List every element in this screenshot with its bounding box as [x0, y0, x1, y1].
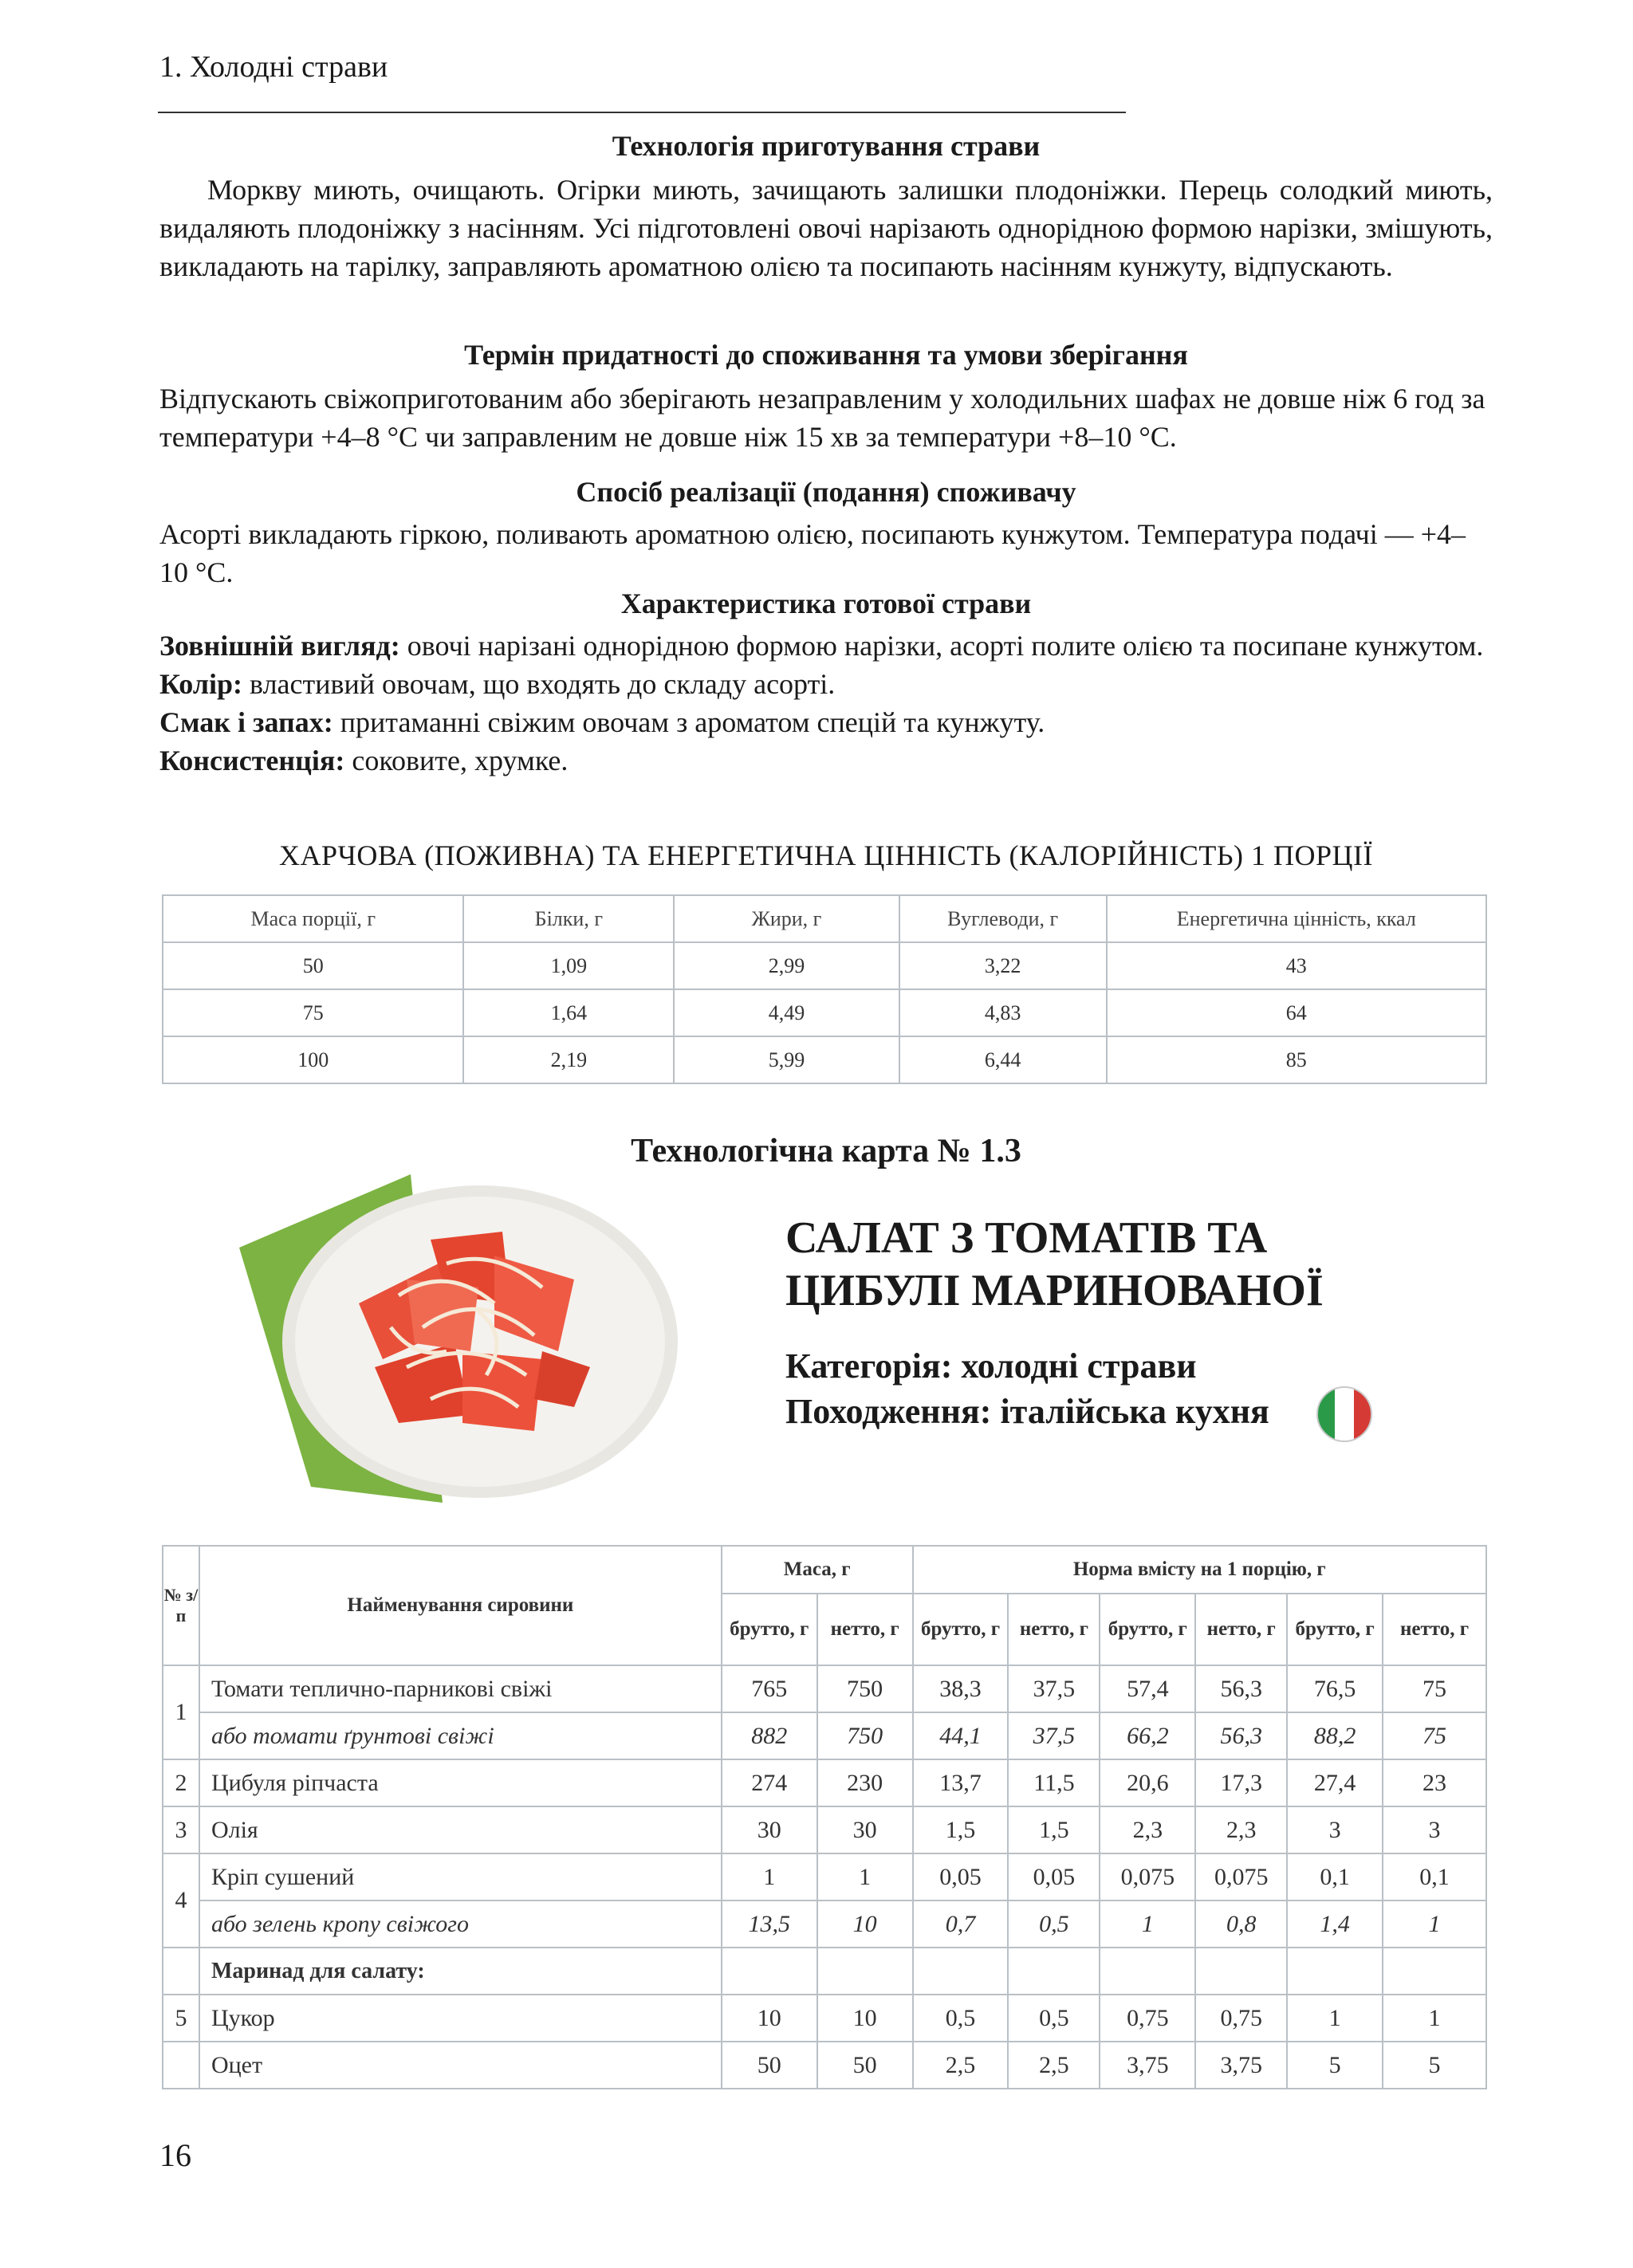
table-cell: 0,1: [1383, 1853, 1486, 1900]
table-row: [163, 1948, 1486, 1995]
table-cell: 4,49: [674, 989, 899, 1036]
table-cell: 85: [1107, 1036, 1486, 1083]
table-cell: 4,83: [899, 989, 1107, 1036]
table-cell: 75: [1383, 1665, 1486, 1712]
ingredient-name: Цукор: [199, 1995, 722, 2042]
row-number: 2: [163, 1759, 199, 1806]
table-cell: 1: [1287, 1995, 1383, 2042]
table-cell: 1,64: [463, 989, 674, 1036]
table-cell: 30: [817, 1806, 913, 1853]
table-cell: 75: [1383, 1712, 1486, 1759]
ingredient-name: або зелень кропу свіжого: [199, 1900, 722, 1948]
nutrition-header-row: [163, 895, 1486, 942]
prep-text: Моркву миють, очищають. Огірки миють, зачищають залишки плодоніжки. Перець солодкий миють, видаляють плодоніжку з насінням. Усі підготовлені овочі нарізають однорідною формою нарізки, змішують, викладають на тарілку, заправляють ароматною олією та посипають насінням кунжуту, відпускають.: [159, 174, 1493, 282]
table-cell: 1,09: [463, 942, 674, 989]
running-header: 1. Холодні страви: [159, 50, 388, 84]
table-cell: 0,05: [913, 1853, 1009, 1900]
table-cell: 1,5: [913, 1806, 1009, 1853]
table-cell: 6,44: [899, 1036, 1107, 1083]
table-cell: 0,5: [1008, 1995, 1100, 2042]
table-row: [163, 1665, 1486, 1712]
sub-header: брутто, г: [1287, 1594, 1383, 1665]
col-name-header: Найменування сировини: [199, 1546, 722, 1665]
sub-header: брутто, г: [1100, 1594, 1195, 1665]
table-cell: 100: [163, 1036, 463, 1083]
table-row: [163, 989, 1486, 1036]
storage-text: Відпускають свіжоприготованим або зберігають незаправленим у холодильних шафах не довше ніж 6 год за температури +4–8 °С чи заправленим не довше ніж 15 хв за температури +8–10 °С.: [159, 383, 1485, 453]
table-row: [163, 1712, 1486, 1759]
recipe-table: [162, 1545, 1487, 2089]
table-cell: 750: [817, 1712, 913, 1759]
char-taste: Смак і запах: притаманні свіжим овочам з ароматом спецій та кунжуту.: [159, 706, 1045, 738]
table-cell: 2,3: [1100, 1806, 1195, 1853]
table-cell: 23: [1383, 1759, 1486, 1806]
sub-header: нетто, г: [817, 1594, 913, 1665]
table-cell: 0,05: [1008, 1853, 1100, 1900]
table-cell: 5: [1383, 2042, 1486, 2089]
table-cell: 0,75: [1100, 1995, 1195, 2042]
header-rule: [158, 112, 1126, 113]
table-cell: 0,075: [1100, 1853, 1195, 1900]
table-row: [163, 1806, 1486, 1853]
table-cell: 3,22: [899, 942, 1107, 989]
ingredient-name: або томати ґрунтові свіжі: [199, 1712, 722, 1759]
dish-category: Категорія: холодні страви: [785, 1346, 1197, 1386]
table-cell: 37,5: [1008, 1712, 1100, 1759]
table-row: [163, 1900, 1486, 1948]
table-cell: 1,4: [1287, 1900, 1383, 1948]
table-cell: 44,1: [913, 1712, 1009, 1759]
table-cell: 2,5: [913, 2042, 1009, 2089]
table-cell: 2,19: [463, 1036, 674, 1083]
col-num-header: № з/ п: [163, 1546, 199, 1665]
table-cell: 3,75: [1195, 2042, 1287, 2089]
ingredient-name: Цибуля ріпчаста: [199, 1759, 722, 1806]
table-cell: 2,3: [1195, 1806, 1287, 1853]
row-number: 3: [163, 1806, 199, 1853]
table-cell: 0,5: [913, 1995, 1009, 2042]
char-texture: Консистенція: соковите, хрумке.: [159, 745, 569, 776]
ingredient-name: Олія: [199, 1806, 722, 1853]
table-cell: 1: [1383, 1995, 1486, 2042]
table-cell: 66,2: [1100, 1712, 1195, 1759]
salad-plate-image: [239, 1168, 686, 1503]
table-cell: 37,5: [1008, 1665, 1100, 1712]
table-cell: 10: [817, 1995, 913, 2042]
row-number: 4: [163, 1853, 199, 1948]
sub-header: брутто, г: [913, 1594, 1009, 1665]
sub-header: брутто, г: [722, 1594, 817, 1665]
table-cell: 230: [817, 1759, 913, 1806]
table-cell: 57,4: [1100, 1665, 1195, 1712]
page-number: 16: [159, 2137, 191, 2173]
table-row: [163, 1995, 1486, 2042]
table-row: [163, 1759, 1486, 1806]
table-cell: 765: [722, 1665, 817, 1712]
table-cell: 10: [722, 1995, 817, 2042]
table-cell: 1: [817, 1853, 913, 1900]
prep-heading: Технологія приготування страви: [612, 130, 1041, 162]
table-cell: 75: [163, 989, 463, 1036]
table-cell: 3: [1383, 1806, 1486, 1853]
dish-title-line: ЦИБУЛІ МАРИНОВАНОЇ: [785, 1266, 1324, 1315]
nutrition-table: [162, 894, 1487, 1084]
table-cell: 750: [817, 1665, 913, 1712]
sub-header: нетто, г: [1195, 1594, 1287, 1665]
char-color: Колір: властивий овочам, що входять до складу асорті.: [159, 668, 836, 700]
nutrition-header-cell: Жири, г: [674, 895, 899, 942]
table-cell: 1: [1100, 1900, 1195, 1948]
dish-title-line: САЛАТ З ТОМАТІВ ТА: [785, 1213, 1268, 1263]
table-cell: 20,6: [1100, 1759, 1195, 1806]
dish-origin: Походження: італійська кухня: [785, 1392, 1269, 1431]
nutrition-header-cell: Білки, г: [463, 895, 674, 942]
table-cell: 11,5: [1008, 1759, 1100, 1806]
table-cell: 0,7: [913, 1900, 1009, 1948]
italy-flag-icon: [1316, 1386, 1373, 1443]
table-cell: 5: [1287, 2042, 1383, 2089]
table-cell: 2,5: [1008, 2042, 1100, 2089]
table-row: [163, 1036, 1486, 1083]
table-cell: 76,5: [1287, 1665, 1383, 1712]
table-cell: 1: [722, 1853, 817, 1900]
table-cell: 38,3: [913, 1665, 1009, 1712]
sub-header: нетто, г: [1008, 1594, 1100, 1665]
nutrition-header-cell: Вуглеводи, г: [899, 895, 1107, 942]
table-cell: 3: [1287, 1806, 1383, 1853]
col-mass-header: Маса, г: [722, 1546, 913, 1594]
row-number: [163, 1948, 199, 1995]
table-cell: 50: [817, 2042, 913, 2089]
characteristics-heading: Характеристика готової страви: [620, 588, 1032, 619]
table-cell: 13,7: [913, 1759, 1009, 1806]
table-cell: 64: [1107, 989, 1486, 1036]
table-cell: 27,4: [1287, 1759, 1383, 1806]
table-cell: 10: [817, 1900, 913, 1948]
recipe-header-row: [163, 1546, 1486, 1594]
table-cell: 50: [722, 2042, 817, 2089]
table-cell: 0,8: [1195, 1900, 1287, 1948]
dish-title: [785, 1212, 1324, 1317]
row-number: [163, 2042, 199, 2089]
table-cell: 30: [722, 1806, 817, 1853]
table-cell: 3,75: [1100, 2042, 1195, 2089]
table-row: [163, 1853, 1486, 1900]
table-cell: 0,75: [1195, 1995, 1287, 2042]
table-cell: 274: [722, 1759, 817, 1806]
table-cell: 2,99: [674, 942, 899, 989]
table-cell: 0,075: [1195, 1853, 1287, 1900]
row-number: 1: [163, 1665, 199, 1759]
storage-heading: Термін придатності до споживання та умови зберігання: [464, 339, 1188, 371]
table-row: [163, 2042, 1486, 2089]
ingredient-name: Оцет: [199, 2042, 722, 2089]
table-cell: 1,5: [1008, 1806, 1100, 1853]
marinade-section-label: Маринад для салату:: [199, 1948, 722, 1995]
col-norm-header: Норма вмісту на 1 порцію, г: [913, 1546, 1486, 1594]
table-cell: 17,3: [1195, 1759, 1287, 1806]
sub-header: нетто, г: [1383, 1594, 1486, 1665]
row-number: 5: [163, 1995, 199, 2042]
table-cell: 13,5: [722, 1900, 817, 1948]
table-cell: 88,2: [1287, 1712, 1383, 1759]
table-cell: 56,3: [1195, 1665, 1287, 1712]
table-cell: 50: [163, 942, 463, 989]
table-row: [163, 942, 1486, 989]
serving-text: Асорті викладають гіркою, поливають ароматною олією, посипають кунжутом. Температура подачі — +4–10 °С.: [159, 518, 1466, 588]
char-appearance: Зовнішній вигляд: овочі нарізані однорідною формою нарізки, асорті полите олією та посипане кунжутом.: [159, 630, 1484, 662]
nutrition-caption: ХАРЧОВА (ПОЖИВНА) ТА ЕНЕРГЕТИЧНА ЦІННІСТЬ (КАЛОРІЙНІСТЬ) 1 ПОРЦІЇ: [278, 839, 1374, 871]
table-cell: 43: [1107, 942, 1486, 989]
nutrition-header-cell: Енергетична цінність, ккал: [1107, 895, 1486, 942]
characteristics-list: [159, 627, 1493, 780]
serving-heading: Спосіб реалізації (подання) споживачу: [576, 476, 1076, 508]
table-cell: 882: [722, 1712, 817, 1759]
table-cell: 0,5: [1008, 1900, 1100, 1948]
ingredient-name: Кріп сушений: [199, 1853, 722, 1900]
tech-card-title: Технологічна карта № 1.3: [631, 1133, 1021, 1169]
nutrition-header-cell: Маса порції, г: [163, 895, 463, 942]
table-cell: 1: [1383, 1900, 1486, 1948]
table-cell: 0,1: [1287, 1853, 1383, 1900]
ingredient-name: Томати теплично-парникові свіжі: [199, 1665, 722, 1712]
table-cell: 56,3: [1195, 1712, 1287, 1759]
table-cell: 5,99: [674, 1036, 899, 1083]
